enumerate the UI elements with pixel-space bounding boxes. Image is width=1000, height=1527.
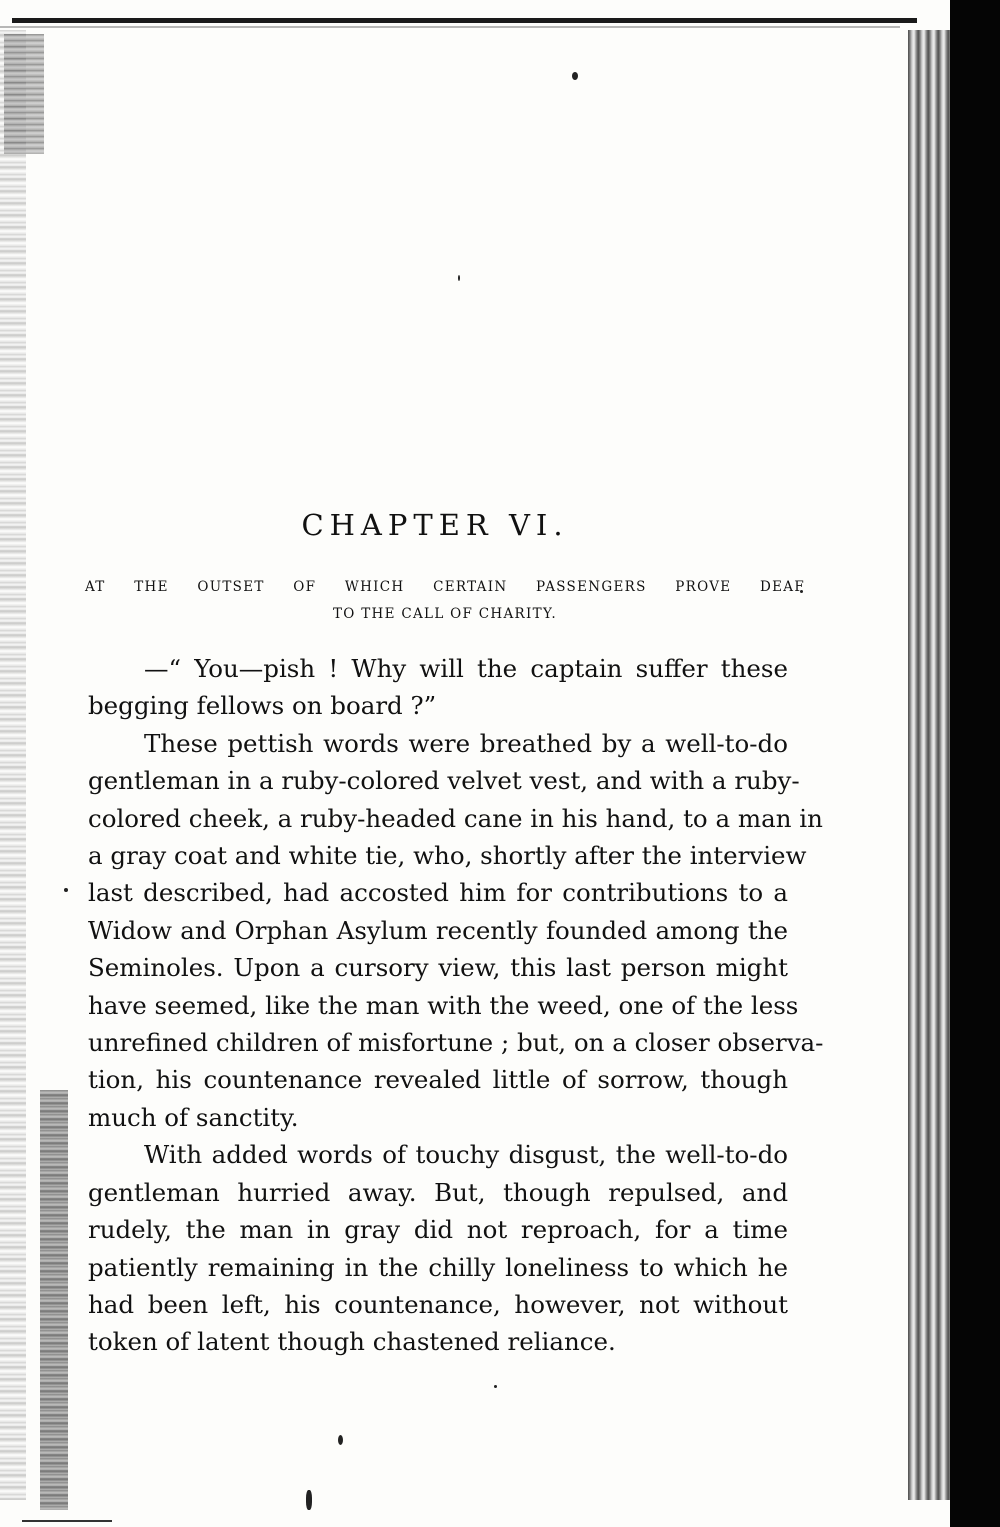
chapter-subtitle-line-1: AT THE OUTSET OF WHICH CERTAIN PASSENGERS PROVE DEAF — [85, 579, 805, 595]
text-line: have seemed, like the man with the weed, one of the less — [88, 990, 799, 1020]
scan-top-shadow — [0, 26, 900, 28]
ink-speck — [338, 1435, 343, 1445]
text-line: Seminoles. Upon a cursory view, this last person might — [88, 953, 788, 983]
scan-bottom-mark — [22, 1520, 112, 1522]
chapter-title: CHAPTER VI. — [301, 508, 569, 542]
text-line: These pettish words were breathed by a well-to-do — [144, 728, 788, 758]
ink-speck — [64, 888, 68, 892]
chapter-body — [88, 650, 824, 1361]
text-line: With added words of touchy disgust, the well-to-do — [144, 1140, 788, 1170]
paragraph — [88, 650, 788, 725]
ink-speck — [572, 72, 578, 80]
ink-speck — [306, 1490, 312, 1510]
scan-top-edge — [12, 18, 917, 23]
scan-left-top-edge — [4, 34, 44, 154]
text-line: —“ You—pish ! Why will the captain suffer these — [144, 654, 788, 683]
text-line: patiently remaining in the chilly loneliness to which he — [88, 1252, 788, 1282]
paragraph — [88, 725, 824, 1136]
text-line: had been left, his countenance, however, not without — [88, 1289, 788, 1319]
ink-speck — [458, 275, 460, 281]
scan-right-edge — [950, 0, 1000, 1527]
text-line: token of latent though chastened reliance. — [88, 1327, 616, 1357]
text-line: colored cheek, a ruby-headed cane in his hand, to a man in — [88, 803, 823, 833]
text-line: rudely, the man in gray did not reproach, for a time — [88, 1215, 788, 1245]
text-line: gentleman in a ruby-colored velvet vest, and with a ruby- — [88, 766, 800, 796]
text-line: begging fellows on board ?” — [88, 691, 437, 721]
text-line: gentleman hurried away. But, though repulsed, and — [88, 1177, 788, 1207]
scan-right-page-edges — [908, 30, 950, 1500]
paragraph — [88, 1136, 788, 1360]
text-line: a gray coat and white tie, who, shortly after the interview — [88, 841, 807, 871]
text-line: last described, had accosted him for contributions to a — [88, 878, 788, 908]
chapter-subtitle — [85, 574, 805, 628]
text-line: Widow and Orphan Asylum recently founded among the — [88, 915, 788, 945]
scan-left-spine — [40, 1090, 68, 1510]
ink-speck — [494, 1385, 497, 1388]
text-line: unrefined children of misfortune ; but, on a closer observa- — [88, 1028, 824, 1058]
text-line: tion, his countenance revealed little of sorrow, though — [88, 1065, 788, 1095]
scan-left-edge — [0, 30, 26, 1500]
chapter-subtitle-line-2: TO THE CALL OF CHARITY. — [332, 606, 558, 622]
text-line: much of sanctity. — [88, 1102, 299, 1132]
